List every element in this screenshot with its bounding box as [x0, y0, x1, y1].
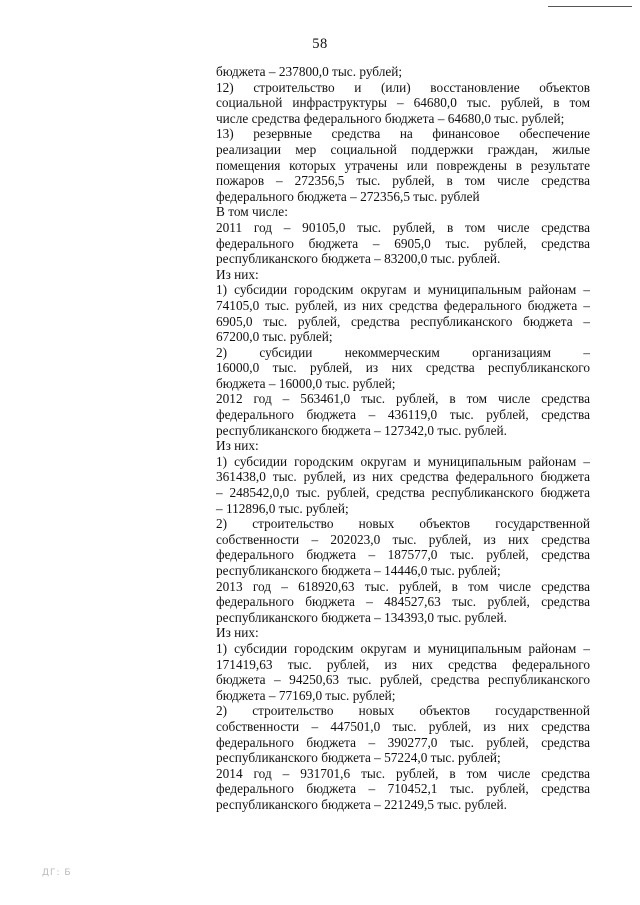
- text-line: федерального бюджета – 710452,1 тыс. рублей, средства: [216, 781, 590, 797]
- text-line: 1) субсидии городским округам и муниципальным районам –: [216, 453, 590, 469]
- text-line: Из них:: [216, 438, 259, 454]
- text-line: 2) строительство новых объектов государственной: [216, 703, 590, 719]
- text-line: 2013 год – 618920,63 тыс. рублей, в том числе средства: [216, 578, 590, 594]
- text-line: 12) строительство и (или) восстановление объектов: [216, 79, 590, 95]
- text-line: числе средства федерального бюджета – 64680,0 тыс. рублей;: [216, 110, 565, 126]
- text-line: социальной инфраструктуры – 64680,0 тыс. рублей, в том: [216, 95, 590, 111]
- text-line: 361438,0 тыс. рублей, из них средства федерального бюджета: [216, 469, 590, 485]
- text-line: собственности – 447501,0 тыс. рублей, из них средства: [216, 718, 590, 734]
- text-line: республиканского бюджета – 57224,0 тыс. рублей;: [216, 750, 501, 766]
- text-line: 13) резервные средства на финансовое обеспечение: [216, 126, 590, 142]
- text-line: 74105,0 тыс. рублей, из них средства федерального бюджета –: [216, 297, 590, 313]
- text-line: 2) строительство новых объектов государственной: [216, 516, 590, 532]
- text-line: федерального бюджета – 6905,0 тыс. рублей, средства: [216, 235, 590, 251]
- text-line: республиканского бюджета – 221249,5 тыс. рублей.: [216, 796, 507, 812]
- text-line: 1) субсидии городским округам и муниципальным районам –: [216, 640, 590, 656]
- text-line: помещения которых утрачены или повреждены в результате: [216, 157, 590, 173]
- text-line: 171419,63 тыс. рублей, из них средства федерального: [216, 656, 590, 672]
- page-number: 58: [312, 36, 328, 52]
- text-line: 6905,0 тыс. рублей, средства республиканского бюджета –: [216, 313, 590, 329]
- text-line: В том числе:: [216, 204, 288, 220]
- text-line: 2) субсидии некоммерческим организациям –: [216, 344, 590, 360]
- text-line: федерального бюджета – 484527,63 тыс. рублей, средства: [216, 594, 590, 610]
- text-line: республиканского бюджета – 14446,0 тыс. рублей;: [216, 563, 501, 578]
- text-line: 2014 год – 931701,6 тыс. рублей, в том числе средства: [216, 765, 590, 781]
- text-line: 16000,0 тыс. рублей, из них средства республиканского: [216, 360, 590, 376]
- text-line: бюджета – 16000,0 тыс. рублей;: [216, 375, 396, 391]
- text-line: реализации мер социальной поддержки граждан, жилые: [216, 141, 590, 157]
- text-line: 1) субсидии городским округам и муниципальным районам –: [216, 282, 590, 298]
- text-line: республиканского бюджета – 83200,0 тыс. рублей.: [216, 251, 501, 267]
- text-line: федерального бюджета – 187577,0 тыс. рублей, средства: [216, 547, 590, 563]
- text-line: бюджета – 77169,0 тыс. рублей;: [216, 687, 396, 703]
- text-line: 67200,0 тыс. рублей;: [216, 329, 333, 345]
- document-body: [216, 64, 590, 813]
- text-line: Из них:: [216, 625, 259, 641]
- top-rule: [548, 6, 632, 7]
- text-line: – 112896,0 тыс. рублей;: [216, 500, 349, 516]
- text-line: федерального бюджета – 390277,0 тыс. рублей, средства: [216, 734, 590, 750]
- text-line: бюджета – 94250,63 тыс. рублей, средства республиканского: [216, 672, 590, 688]
- text-line: республиканского бюджета – 127342,0 тыс. рублей.: [216, 422, 507, 438]
- text-line: федерального бюджета – 436119,0 тыс. рублей, средства: [216, 407, 590, 423]
- footer-mark: ДГ: Б: [42, 868, 72, 878]
- text-line: пожаров – 272356,5 тыс. рублей, в том числе средства: [216, 173, 590, 189]
- text-line: 2012 год – 563461,0 тыс. рублей, в том числе средства: [216, 391, 590, 407]
- text-line: Из них:: [216, 266, 259, 282]
- text-line: бюджета – 237800,0 тыс. рублей;: [216, 64, 403, 79]
- text-line: 2011 год – 90105,0 тыс. рублей, в том числе средства: [216, 219, 590, 235]
- text-line: федерального бюджета – 272356,5 тыс. рублей: [216, 188, 480, 204]
- text-line: собственности – 202023,0 тыс. рублей, из них средства: [216, 531, 590, 547]
- text-line: республиканского бюджета – 134393,0 тыс. рублей.: [216, 609, 507, 625]
- text-line: – 248542,0,0 тыс. рублей, средства республиканского бюджета: [216, 485, 590, 501]
